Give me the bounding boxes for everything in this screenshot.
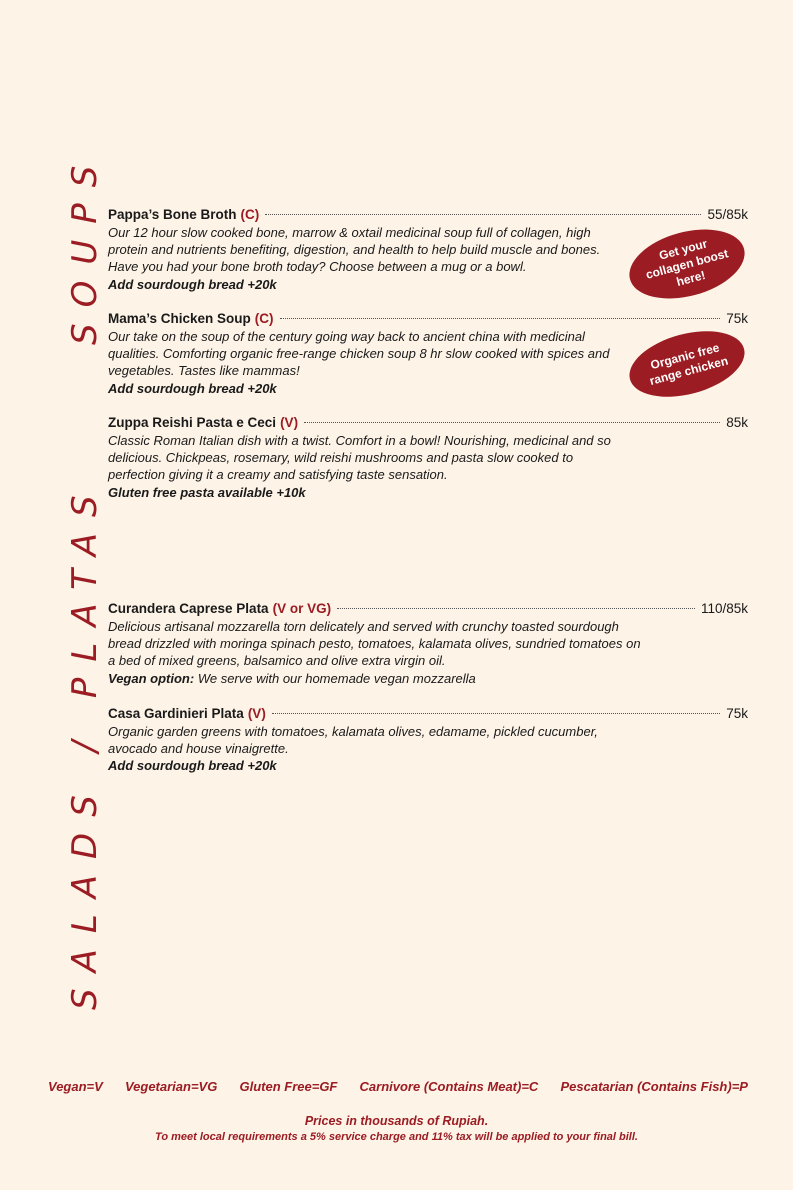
item-description: Classic Roman Italian dish with a twist. Comfort in a bowl! Nourishing, medicinal and so delicious. Chickpeas, rosemary, wild reishi mushrooms and pasta slow cooked to perfection giving it a creamy and satisfying taste sensation. [108, 433, 611, 483]
item-price: 85k [726, 415, 748, 430]
item-diet-tag: (V) [280, 415, 299, 430]
item-price: 110/85k [700, 601, 748, 616]
prices-note: Prices in thousands of Rupiah. [304, 1114, 489, 1128]
dot-leader [272, 713, 720, 714]
menu-item-caprese-plata [108, 600, 748, 687]
item-addon: Add sourdough bread +20k [108, 380, 277, 396]
legend-item: Gluten Free=GF [239, 1079, 338, 1094]
item-name: Mama’s Chicken Soup [108, 311, 251, 326]
item-name: Zuppa Reishi Pasta e Ceci [108, 415, 277, 430]
item-price: 75k [726, 706, 748, 721]
legend-item: Pescatarian (Contains Fish)=P [560, 1079, 748, 1094]
item-description: Our take on the soup of the century going way back to ancient china with medicinal qualities. Comforting organic free-range chicken soup 8 hr slow cooked with spices and vegetables. Tastes like mammas! [108, 329, 610, 379]
legend-item: Vegetarian=VG [124, 1079, 218, 1094]
section-title-salads: SALADS / PLATAS [65, 479, 105, 1010]
dot-leader [280, 318, 721, 319]
legend-item: Vegan=V [48, 1079, 103, 1094]
item-addon: Add sourdough bread +20k [108, 276, 277, 292]
item-addon: Add sourdough bread +20k [108, 758, 277, 774]
item-description: Organic garden greens with tomatoes, kalamata olives, edamame, pickled cucumber, avocado and house vinaigrette. [108, 724, 598, 757]
dot-leader [265, 214, 701, 215]
tax-note: To meet local requirements a 5% service charge and 11% tax will be applied to your final bill. [155, 1131, 638, 1143]
item-name: Curandera Caprese Plata [108, 601, 269, 616]
badge-text: Get your collagen boost here! [644, 235, 730, 289]
badge-text: Organic free range chicken [648, 340, 730, 388]
item-addon [108, 670, 748, 687]
addon-label: Vegan option: [108, 670, 195, 686]
item-diet-tag: (V or VG) [272, 601, 332, 616]
diet-legend [48, 1079, 748, 1094]
dot-leader [304, 422, 720, 423]
item-diet-tag: (V) [247, 706, 266, 721]
item-name: Pappa’s Bone Broth [108, 207, 237, 222]
section-title-soups: SOUPS [65, 149, 105, 345]
menu-item-zuppa-reishi [108, 414, 748, 501]
item-price: 55/85k [707, 207, 748, 222]
item-description: Delicious artisanal mozzarella torn delicately and served with crunchy toasted sourdough bread drizzled with moringa spinach pesto, tomatoes, kalamata olives, sundried tomatoes on a bed of mixed greens, balsamico and olive extra virgin oil. [108, 619, 641, 669]
item-addon: Gluten free pasta available +10k [108, 484, 306, 500]
addon-text: We serve with our homemade vegan mozzarella [197, 670, 476, 686]
legend-item: Carnivore (Contains Meat)=C [359, 1079, 539, 1094]
item-diet-tag: (C) [240, 207, 260, 222]
item-description: Our 12 hour slow cooked bone, marrow & oxtail medicinal soup full of collagen, high protein and nutrients benefiting, digestion, and health to help build muscle and bones. Have you had your bone broth today? Choose between a mug or a bowl. [108, 225, 601, 275]
item-price: 75k [726, 311, 748, 326]
menu-item-casa-gardinieri [108, 705, 748, 775]
item-name: Casa Gardinieri Plata [108, 706, 244, 721]
dot-leader [337, 608, 695, 609]
item-diet-tag: (C) [254, 311, 274, 326]
